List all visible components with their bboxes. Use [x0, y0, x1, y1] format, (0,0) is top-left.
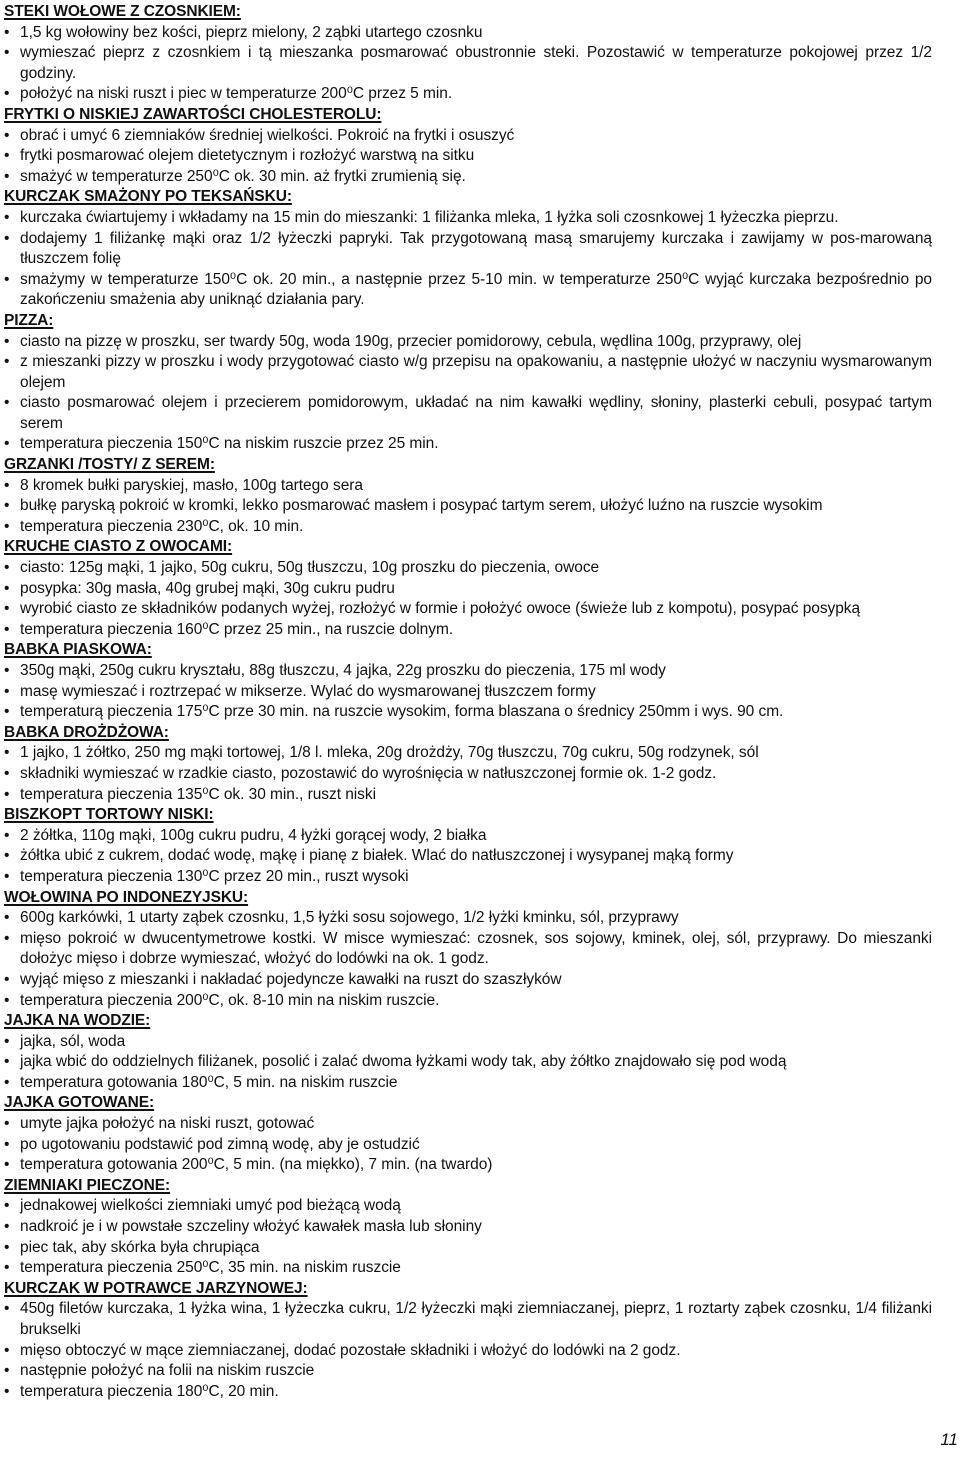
- recipe-step: • 1 jajko, 1 żółtko, 250 mg mąki tortowej, 1/8 l. mleka, 20g drożdży, 70g tłuszczu, 70g cukru, 50g rodzynek, sól: [4, 743, 932, 764]
- recipe-step: • temperatura pieczenia 160⁰C przez 25 min., na ruszcie dolnym.: [4, 620, 932, 641]
- recipe-step: • temperatura pieczenia 180⁰C, 20 min.: [4, 1382, 932, 1403]
- recipe-step: • kurczaka ćwiartujemy i wkładamy na 15 min do mieszanki: 1 filiżanka mleka, 1 łyżka soli czosnkowej 1 łyżeczka pieprzu.: [4, 208, 932, 229]
- recipe-section: [4, 1011, 932, 1093]
- recipe-step: • temperatura pieczenia 200⁰C, ok. 8-10 min na niskim ruszcie.: [4, 991, 932, 1012]
- recipe-title: PIZZA:: [4, 311, 54, 329]
- recipe-title: STEKI WOŁOWE Z CZOSNKIEM:: [4, 3, 241, 20]
- recipe-step: • ciasto na pizzę w proszku, ser twardy 50g, woda 190g, przecier pomidorowy, cebula, wędlina 100g, przyprawy, olej: [4, 332, 932, 353]
- recipe-title: KURCZAK W POTRAWCE JARZYNOWEJ:: [4, 1279, 308, 1297]
- recipe-step: • 8 kromek bułki paryskiej, masło, 100g tartego sera: [4, 476, 932, 497]
- recipe-step: • smażymy w temperaturze 150⁰C ok. 20 min., a następnie przez 5-10 min. w temperaturze 250⁰C wyjąć kurczaka bezpośrednio po zakończeniu smażenia aby uniknąć działania pary.: [4, 270, 932, 311]
- recipe-section: [4, 105, 932, 187]
- recipe-section: [4, 640, 932, 722]
- recipe-title: GRZANKI /TOSTY/ Z SEREM:: [4, 456, 215, 474]
- recipe-step: • mięso pokroić w dwucentymetrowe kostki. W misce wymieszać: czosnek, sos sojowy, kminek, olej, sól, przyprawy. Do mieszanki dołożyc mięso i dobrze wymieszać, włożyć do lodówki na ok. 1 godz.: [4, 929, 932, 970]
- recipe-title: JAJKA GOTOWANE:: [4, 1094, 155, 1112]
- page-number: 11: [940, 1430, 958, 1449]
- recipe-step: • umyte jajka położyć na niski ruszt, gotować: [4, 1114, 932, 1135]
- recipe-section: [4, 723, 932, 805]
- recipe-step: • piec tak, aby skórka była chrupiąca: [4, 1238, 932, 1259]
- recipe-section: [4, 888, 932, 1012]
- recipe-step: • ciasto posmarować olejem i przecierem pomidorowym, układać na nim kawałki wędliny, słoniny, plasterki cebuli, posypać tartym serem: [4, 393, 932, 434]
- recipe-step: • jednakowej wielkości ziemniaki umyć pod bieżącą wodą: [4, 1196, 932, 1217]
- recipe-step: • położyć na niski ruszt i piec w temperaturze 200⁰C przez 5 min.: [4, 84, 932, 105]
- recipe-step: • składniki wymieszać w rzadkie ciasto, pozostawić do wyrośnięcia w natłuszczonej formie ok. 1-2 godz.: [4, 764, 932, 785]
- recipe-step: • obrać i umyć 6 ziemniaków średniej wielkości. Pokroić na frytki i osuszyć: [4, 126, 932, 147]
- recipe-step: • dodajemy 1 filiżankę mąki oraz 1/2 łyżeczki papryki. Tak przygotowaną masą smarujemy kurczaka i zawijamy w pos-marowaną tłuszczem folię: [4, 229, 932, 270]
- recipe-section: [4, 1093, 932, 1175]
- recipe-title: BISZKOPT TORTOWY NISKI:: [4, 806, 214, 824]
- recipe-section: [4, 537, 932, 640]
- recipe-step: • masę wymieszać i roztrzepać w mikserze. Wylać do wysmarowanej tłuszczem formy: [4, 682, 932, 703]
- recipe-step: • jajka, sól, woda: [4, 1032, 932, 1053]
- recipe-title: BABKA PIASKOWA:: [4, 641, 152, 659]
- recipe-step: • smażyć w temperaturze 250⁰C ok. 30 min. aż frytki zrumienią się.: [4, 167, 932, 188]
- recipe-title: FRYTKI O NISKIEJ ZAWARTOŚCI CHOLESTEROLU:: [4, 105, 382, 123]
- recipe-step: • temperatura pieczenia 230⁰C, ok. 10 min.: [4, 517, 932, 538]
- recipe-list: [4, 2, 932, 1402]
- recipe-title: WOŁOWINA PO INDONEZYJSKU:: [4, 888, 249, 906]
- recipe-step: • następnie położyć na folii na niskim ruszcie: [4, 1361, 932, 1382]
- recipe-step: • temperatura gotowania 200⁰C, 5 min. (na miękko), 7 min. (na twardo): [4, 1155, 932, 1176]
- recipe-step: • 1,5 kg wołowiny bez kości, pieprz mielony, 2 ząbki utartego czosnku: [4, 23, 932, 44]
- recipe-step: • posypka: 30g masła, 40g grubej mąki, 30g cukru pudru: [4, 579, 932, 600]
- recipe-section: [4, 1176, 932, 1279]
- recipe-step: • żółtka ubić z cukrem, dodać wodę, mąkę i pianę z białek. Wlać do natłuszczonej i wysypanej mąką formy: [4, 846, 932, 867]
- recipe-step: • bułkę paryską pokroić w kromki, lekko posmarować masłem i posypać tartym serem, ułożyć luźno na ruszcie wysokim: [4, 496, 932, 517]
- recipe-step: • mięso obtoczyć w mące ziemniaczanej, dodać pozostałe składniki i włożyć do lodówki na 2 godz.: [4, 1341, 932, 1362]
- recipe-title: JAJKA NA WODZIE:: [4, 1012, 151, 1030]
- recipe-title: ZIEMNIAKI PIECZONE:: [4, 1176, 171, 1194]
- recipe-section: [4, 187, 932, 311]
- recipe-step: • 450g filetów kurczaka, 1 łyżka wina, 1 łyżeczka cukru, 1/2 łyżeczki mąki ziemniaczanej, pieprz, 1 roztarty ząbek czosnku, 1/4 filiżanki brukselki: [4, 1299, 932, 1340]
- recipe-title: KURCZAK SMAŻONY PO TEKSAŃSKU:: [4, 188, 292, 206]
- recipe-section: [4, 311, 932, 455]
- recipe-step: • 350g mąki, 250g cukru kryształu, 88g tłuszczu, 4 jajka, 22g proszku do pieczenia, 175 ml wody: [4, 661, 932, 682]
- recipe-step: • nadkroić je i w powstałe szczeliny włożyć kawałek masła lub słoniny: [4, 1217, 932, 1238]
- recipe-step: • wymieszać pieprz z czosnkiem i tą mieszanka posmarować obustronnie steki. Pozostawić w temperaturze pokojowej przez 1/2 godziny.: [4, 43, 932, 84]
- recipe-step: • temperatura pieczenia 150⁰C na niskim ruszcie przez 25 min.: [4, 434, 932, 455]
- recipe-step: • z mieszanki pizzy w proszku i wody przygotować ciasto w/g przepisu na opakowaniu, a następnie ułożyć w naczyniu wysmarowanym olejem: [4, 352, 932, 393]
- recipe-step: • wyjąć mięso z mieszanki i nakładać pojedyncze kawałki na ruszt do szaszłyków: [4, 970, 932, 991]
- recipe-title: KRUCHE CIASTO Z OWOCAMI:: [4, 538, 233, 556]
- recipe-step: • wyrobić ciasto ze składników podanych wyżej, rozłożyć w formie i położyć owoce (świeże lub z kompotu), posypać posypką: [4, 599, 932, 620]
- recipe-step: • frytki posmarować olejem dietetycznym i rozłożyć warstwą na sitku: [4, 146, 932, 167]
- recipe-step: • 600g karkówki, 1 utarty ząbek czosnku, 1,5 łyżki sosu sojowego, 1/2 łyżki kminku, sól, przyprawy: [4, 908, 932, 929]
- recipe-step: • temperatura gotowania 180⁰C, 5 min. na niskim ruszcie: [4, 1073, 932, 1094]
- recipe-step: • po ugotowaniu podstawić pod zimną wodę, aby je ostudzić: [4, 1135, 932, 1156]
- recipe-step: • temperatura pieczenia 135⁰C ok. 30 min., ruszt niski: [4, 785, 932, 806]
- recipe-section: [4, 455, 932, 537]
- recipe-step: • ciasto: 125g mąki, 1 jajko, 50g cukru, 50g tłuszczu, 10g proszku do pieczenia, owoce: [4, 558, 932, 579]
- recipe-step: • temperatura pieczenia 250⁰C, 35 min. na niskim ruszcie: [4, 1258, 932, 1279]
- recipe-step: • temperaturą pieczenia 175⁰C prze 30 min. na ruszcie wysokim, forma blaszana o średnicy 250mm i wys. 90 cm.: [4, 702, 932, 723]
- recipe-section: [4, 2, 932, 105]
- recipe-step: • jajka wbić do oddzielnych filiżanek, posolić i zalać dwoma łyżkami wody tak, aby żółtko znajdowało się pod wodą: [4, 1052, 932, 1073]
- recipe-step: • temperatura pieczenia 130⁰C przez 20 min., ruszt wysoki: [4, 867, 932, 888]
- recipe-section: [4, 1279, 932, 1403]
- recipe-title: BABKA DROŻDŻOWA:: [4, 723, 169, 741]
- recipe-section: [4, 805, 932, 887]
- recipe-step: • 2 żółtka, 110g mąki, 100g cukru pudru, 4 łyżki gorącej wody, 2 białka: [4, 826, 932, 847]
